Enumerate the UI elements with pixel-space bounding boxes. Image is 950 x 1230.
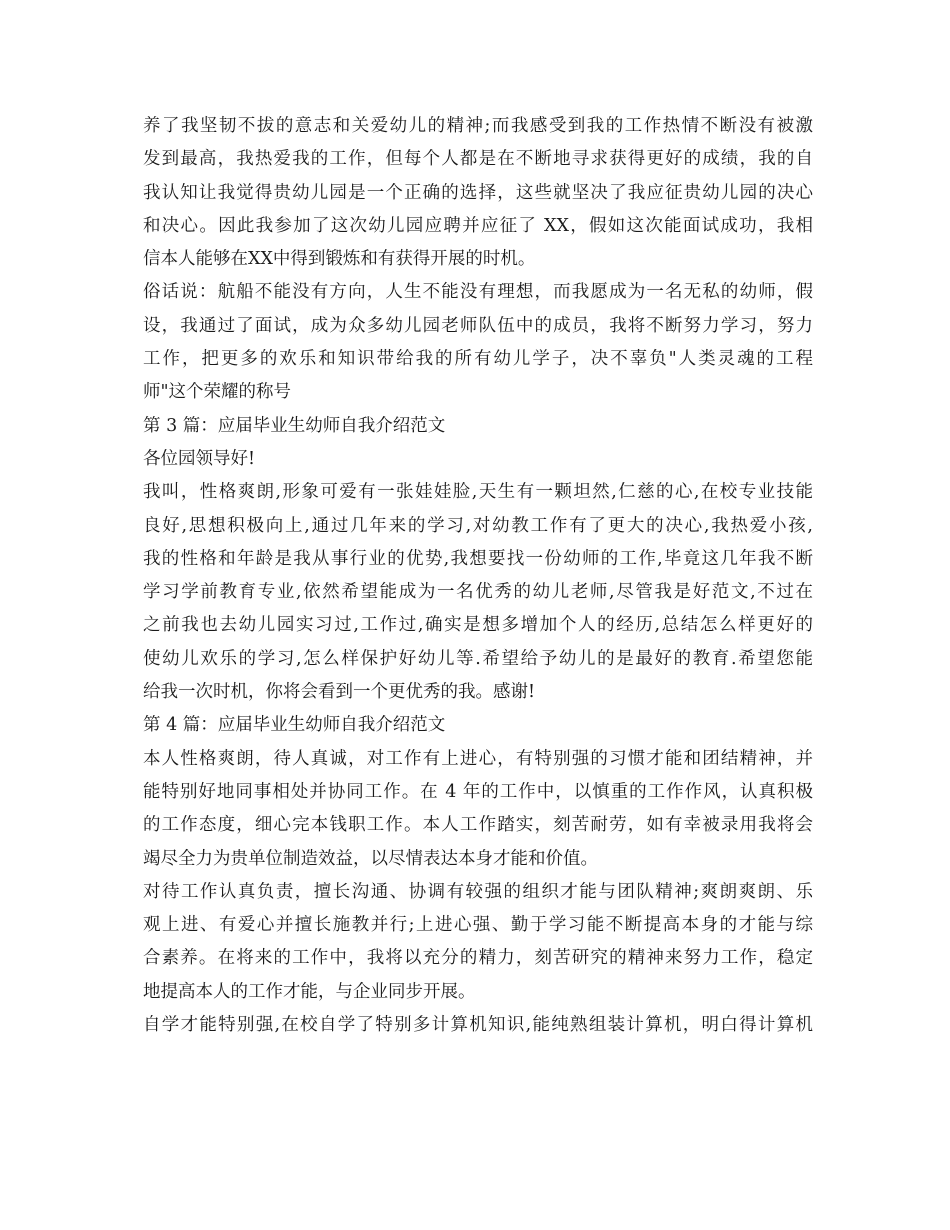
- text-line: 给我一次时机，你将会看到一个更优秀的我。感谢!: [143, 682, 536, 703]
- text-line: 能特别好地同事相处并协同工作。在 4 年的工作中，以慎重的工作作风，认真积极: [143, 781, 813, 802]
- text-line: 的工作态度，细心完本钱职工作。本人工作踏实，刻苦耐劳，如有幸被录用我将会: [143, 815, 813, 836]
- text-line: 本人性格爽朗，待人真诚，对工作有上进心，有特别强的习惯才能和团结精神，并: [143, 748, 813, 769]
- text-line: 设，我通过了面试，成为众多幼儿园老师队伍中的成员，我将不断努力学习，努力: [143, 315, 813, 336]
- document-body-text: [143, 110, 813, 1042]
- text-line: 发到最高，我热爱我的工作，但每个人都是在不断地寻求获得更好的成绩，我的自: [143, 149, 813, 170]
- text-line: 我的性格和年龄是我从事行业的优势,我想要找一份幼师的工作,毕竟这几年我不断: [143, 548, 813, 569]
- text-line: 第 4 篇：应届毕业生幼师自我介绍范文: [143, 715, 446, 736]
- text-line: 地提高本人的工作才能，与企业同步开展。: [143, 981, 476, 1002]
- text-line: 信本人能够在XX中得到锻炼和有获得开展的时机。: [143, 249, 536, 270]
- text-line: 工作，把更多的欢乐和知识带给我的所有幼儿学子，决不辜负"人类灵魂的工程: [143, 349, 813, 370]
- text-line: 第 3 篇：应届毕业生幼师自我介绍范文: [143, 415, 446, 436]
- text-line: 自学才能特别强,在校自学了特别多计算机知识,能纯熟组装计算机，明白得计算机: [143, 1015, 813, 1036]
- text-line: 我叫，性格爽朗,形象可爱有一张娃娃脸,天生有一颗坦然,仁慈的心,在校专业技能: [143, 482, 813, 503]
- text-line: 师"这个荣耀的称号: [143, 382, 292, 403]
- text-line: 俗话说：航船不能没有方向，人生不能没有理想，而我愿成为一名无私的幼师，假: [143, 282, 813, 303]
- text-line: 学习学前教育专业,依然希望能成为一名优秀的幼儿老师,尽管我是好范文,不过在: [143, 582, 813, 603]
- text-line: 使幼儿欢乐的学习,怎么样保护好幼儿等.希望给予幼儿的是最好的教育.希望您能: [143, 648, 813, 669]
- text-line: 良好,思想积极向上,通过几年来的学习,对幼教工作有了更大的决心,我热爱小孩,: [143, 515, 813, 536]
- text-line: 竭尽全力为贵单位制造效益，以尽情表达本身才能和价值。: [143, 848, 598, 869]
- text-line: 之前我也去幼儿园实习过,工作过,确实是想多增加个人的经历,总结怎么样更好的: [143, 615, 813, 636]
- text-line: 和决心。因此我参加了这次幼儿园应聘并应征了 XX，假如这次能面试成功，我相: [143, 215, 813, 236]
- text-line: 我认知让我觉得贵幼儿园是一个正确的选择，这些就坚决了我应征贵幼儿园的决心: [143, 182, 813, 203]
- text-line: 对待工作认真负责，擅长沟通、协调有较强的组织才能与团队精神;爽朗爽朗、乐: [143, 881, 813, 902]
- text-line: 观上进、有爱心并擅长施教并行;上进心强、勤于学习能不断提高本身的才能与综: [143, 915, 813, 936]
- text-line: 养了我坚韧不拔的意志和关爱幼儿的精神;而我感受到我的工作热情不断没有被激: [143, 116, 813, 136]
- text-line: 各位园领导好!: [143, 448, 256, 469]
- text-line: 合素养。在将来的工作中，我将以充分的精力，刻苦研究的精神来努力工作，稳定: [143, 948, 813, 969]
